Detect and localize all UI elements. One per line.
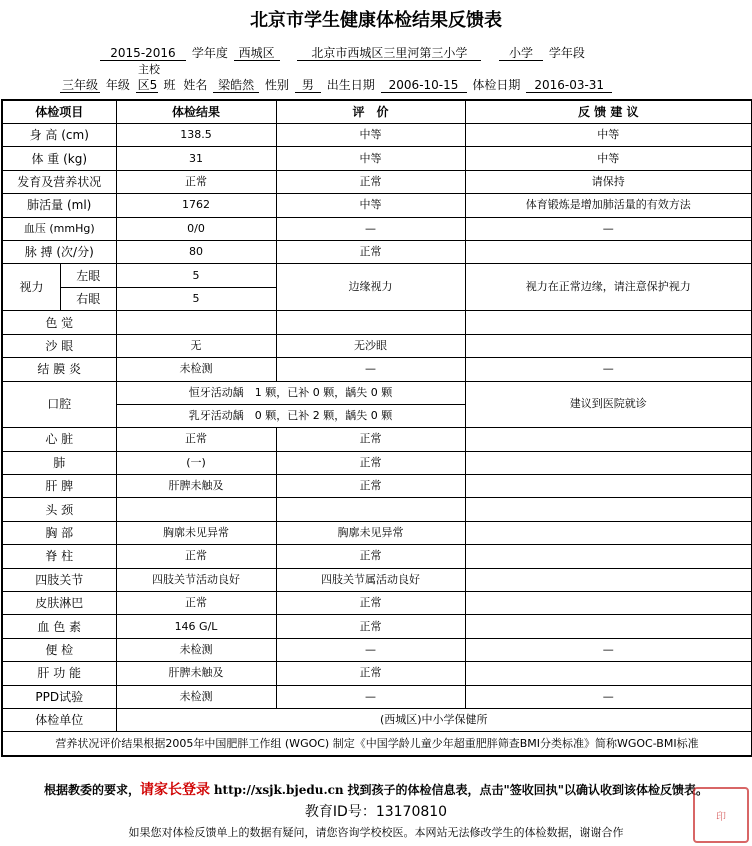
row-label: 结 膜 炎 — [2, 358, 116, 381]
table-row — [2, 147, 752, 170]
row-eval: — — [276, 358, 465, 381]
parent-login-link[interactable]: 请家长登录 — [140, 782, 210, 798]
gender-label: 性别 — [265, 78, 290, 92]
header-line-2 — [60, 76, 612, 93]
table-row — [2, 545, 752, 568]
table-row — [2, 475, 752, 498]
row-result: 正常 — [116, 592, 276, 615]
row-label: PPD试验 — [2, 685, 116, 708]
row-eval: 胸廓未见异常 — [276, 521, 465, 544]
row-label: 身 高 (cm) — [2, 124, 116, 147]
row-result: 肝脾未触及 — [116, 662, 276, 685]
row-advice — [465, 498, 752, 521]
row-label: 心 脏 — [2, 428, 116, 451]
vision-eval: 边缘视力 — [276, 264, 465, 311]
grade-label: 年级 — [105, 78, 130, 92]
table-row — [2, 451, 752, 474]
row-label: 发育及营养状况 — [2, 170, 116, 193]
row-eval: 正常 — [276, 240, 465, 263]
table-header — [2, 100, 752, 124]
district: 西城区 — [234, 46, 280, 61]
row-eval: 正常 — [276, 545, 465, 568]
table-row — [2, 240, 752, 263]
table-row — [2, 124, 752, 147]
row-result: 80 — [116, 240, 276, 263]
exam-date: 2016-03-31 — [526, 78, 612, 93]
login-instruction — [0, 779, 752, 799]
row-result: 146 G/L — [116, 615, 276, 638]
row-eval: 正常 — [276, 170, 465, 193]
header-result: 体检结果 — [116, 100, 276, 124]
row-eval: 四肢关节属活动良好 — [276, 568, 465, 591]
table-row — [2, 638, 752, 661]
row-eval: 正常 — [276, 451, 465, 474]
oral-permanent: 恒牙活动龋 1 颗，已补 0 颗，龋失 0 颗 — [116, 381, 465, 404]
row-result — [116, 311, 276, 334]
row-result: 0/0 — [116, 217, 276, 240]
class: 区5 — [137, 78, 158, 92]
table-row — [2, 428, 752, 451]
dob: 2006-10-15 — [381, 78, 467, 93]
row-eval: 无沙眼 — [276, 334, 465, 357]
vision-cell — [2, 264, 116, 311]
row-label: 体 重 (kg) — [2, 147, 116, 170]
row-result: 31 — [116, 147, 276, 170]
table-row — [2, 217, 752, 240]
unit-label: 体检单位 — [2, 708, 116, 731]
school-name: 北京市西城区三里河第三小学 — [297, 46, 481, 61]
table-row — [2, 592, 752, 615]
req-suffix: 找到孩子的体检信息表，点击"签收回执"以确认收到该体检反馈表。 — [347, 783, 709, 797]
row-eval — [276, 498, 465, 521]
row-result: 正常 — [116, 170, 276, 193]
row-label: 脊 柱 — [2, 545, 116, 568]
row-label: 头 颈 — [2, 498, 116, 521]
row-result: (一) — [116, 451, 276, 474]
row-advice — [465, 521, 752, 544]
student-name: 梁皓然 — [213, 78, 259, 93]
row-result: 胸廓未见异常 — [116, 521, 276, 544]
table-row — [2, 708, 752, 731]
row-advice: 请保持 — [465, 170, 752, 193]
row-advice: 体育锻炼是增加肺活量的有效方法 — [465, 194, 752, 217]
row-eval: 正常 — [276, 592, 465, 615]
school-stage: 小学 — [499, 46, 543, 61]
row-eval: 正常 — [276, 428, 465, 451]
header-advice: 反 馈 建 议 — [465, 100, 752, 124]
results-table — [1, 99, 752, 757]
row-label: 脉 搏 (次/分) — [2, 240, 116, 263]
row-label: 色 觉 — [2, 311, 116, 334]
header-line-1 — [100, 44, 587, 61]
row-label: 皮肤淋巴 — [2, 592, 116, 615]
row-label: 肺 — [2, 451, 116, 474]
education-id — [0, 801, 752, 821]
dob-label: 出生日期 — [326, 78, 375, 92]
row-eval: 中等 — [276, 124, 465, 147]
row-advice — [465, 545, 752, 568]
row-label: 沙 眼 — [2, 334, 116, 357]
row-result: 正常 — [116, 545, 276, 568]
row-label: 肝 功 能 — [2, 662, 116, 685]
row-label: 胸 部 — [2, 521, 116, 544]
header-eval: 评 价 — [276, 100, 465, 124]
table-row — [2, 358, 752, 381]
row-result: 未检测 — [116, 638, 276, 661]
row-advice: — — [465, 217, 752, 240]
unit-value: (西城区)中小学保健所 — [116, 708, 752, 731]
table-row — [2, 662, 752, 685]
row-advice — [465, 334, 752, 357]
table-row — [2, 194, 752, 217]
row-result: 无 — [116, 334, 276, 357]
class-label: 班 — [163, 78, 176, 92]
row-advice — [465, 568, 752, 591]
row-advice — [465, 240, 752, 263]
row-result: 1762 — [116, 194, 276, 217]
table-row — [2, 568, 752, 591]
table-row — [2, 615, 752, 638]
exam-date-label: 体检日期 — [472, 78, 521, 92]
row-advice — [465, 475, 752, 498]
school-year: 2015-2016 — [100, 46, 186, 61]
row-eval — [276, 311, 465, 334]
req-prefix: 根据教委的要求， — [43, 783, 140, 797]
eid-label: 教育ID号： — [304, 804, 376, 820]
row-advice: 中等 — [465, 147, 752, 170]
site-url-link[interactable]: http://xsjk.bjedu.cn — [213, 783, 344, 797]
note-row — [2, 732, 752, 756]
row-eval: — — [276, 685, 465, 708]
row-result — [116, 498, 276, 521]
page-title: 北京市学生健康体检结果反馈表 — [250, 10, 502, 31]
row-label: 便 检 — [2, 638, 116, 661]
oral-primary: 乳牙活动龋 0 颗，已补 2 颗，龋失 0 颗 — [116, 404, 465, 427]
row-advice — [465, 615, 752, 638]
row-advice: — — [465, 638, 752, 661]
row-advice: 中等 — [465, 124, 752, 147]
oral-advice: 建议到医院就诊 — [465, 381, 752, 428]
row-result: 未检测 — [116, 685, 276, 708]
row-advice — [465, 592, 752, 615]
row-advice: — — [465, 685, 752, 708]
header-item: 体检项目 — [2, 100, 116, 124]
seal-text: 印 — [716, 811, 726, 823]
row-eval: 正常 — [276, 615, 465, 638]
table-row — [2, 685, 752, 708]
row-eval: 正常 — [276, 475, 465, 498]
row-label: 血 色 素 — [2, 615, 116, 638]
table-row — [2, 521, 752, 544]
right-eye-value: 5 — [116, 287, 276, 311]
table-row — [2, 264, 752, 288]
table-row — [2, 334, 752, 357]
row-result: 正常 — [116, 428, 276, 451]
table-row — [2, 498, 752, 521]
row-label: 血压 (mmHg) — [2, 217, 116, 240]
name-label: 姓名 — [183, 78, 208, 92]
table-row — [2, 170, 752, 193]
right-eye-label: 右眼 — [76, 292, 101, 307]
row-advice: — — [465, 358, 752, 381]
row-advice — [465, 428, 752, 451]
table-row — [2, 311, 752, 334]
oral-label: 口腔 — [2, 381, 116, 428]
row-advice — [465, 451, 752, 474]
row-label: 四肢关节 — [2, 568, 116, 591]
grade: 三年级 — [62, 78, 99, 92]
eid-value: 13170810 — [375, 804, 448, 820]
disclaimer: 如果您对体检反馈单上的数据有疑问，请您咨询学校校医。本网站无法修改学生的体检数据，谢谢合作 — [128, 826, 624, 839]
row-advice — [465, 311, 752, 334]
row-eval: — — [276, 638, 465, 661]
gender: 男 — [295, 78, 321, 93]
row-result: 138.5 — [116, 124, 276, 147]
row-eval: — — [276, 217, 465, 240]
row-label: 肝 脾 — [2, 475, 116, 498]
row-eval: 中等 — [276, 194, 465, 217]
row-advice — [465, 662, 752, 685]
row-result: 肝脾未触及 — [116, 475, 276, 498]
table-row — [2, 381, 752, 404]
row-result: 四肢关节活动良好 — [116, 568, 276, 591]
seal-stamp — [693, 787, 749, 843]
school-year-label: 学年度 — [191, 46, 228, 60]
row-result: 未检测 — [116, 358, 276, 381]
left-eye-value: 5 — [116, 264, 276, 288]
row-label: 肺活量 (ml) — [2, 194, 116, 217]
vision-label: 视力 — [3, 264, 61, 310]
left-eye-label: 左眼 — [61, 264, 116, 288]
campus: 主校 — [138, 63, 160, 76]
row-eval: 正常 — [276, 662, 465, 685]
vision-advice: 视力在正常边缘，请注意保护视力 — [465, 264, 752, 311]
stage-label: 学年段 — [548, 46, 585, 60]
note-text: 营养状况评价结果根据2005年中国肥胖工作组 (WGOC) 制定《中国学龄儿童少年超重肥胖筛查BMI分类标准》简称WGOC-BMI标准 — [2, 732, 752, 756]
row-eval: 中等 — [276, 147, 465, 170]
